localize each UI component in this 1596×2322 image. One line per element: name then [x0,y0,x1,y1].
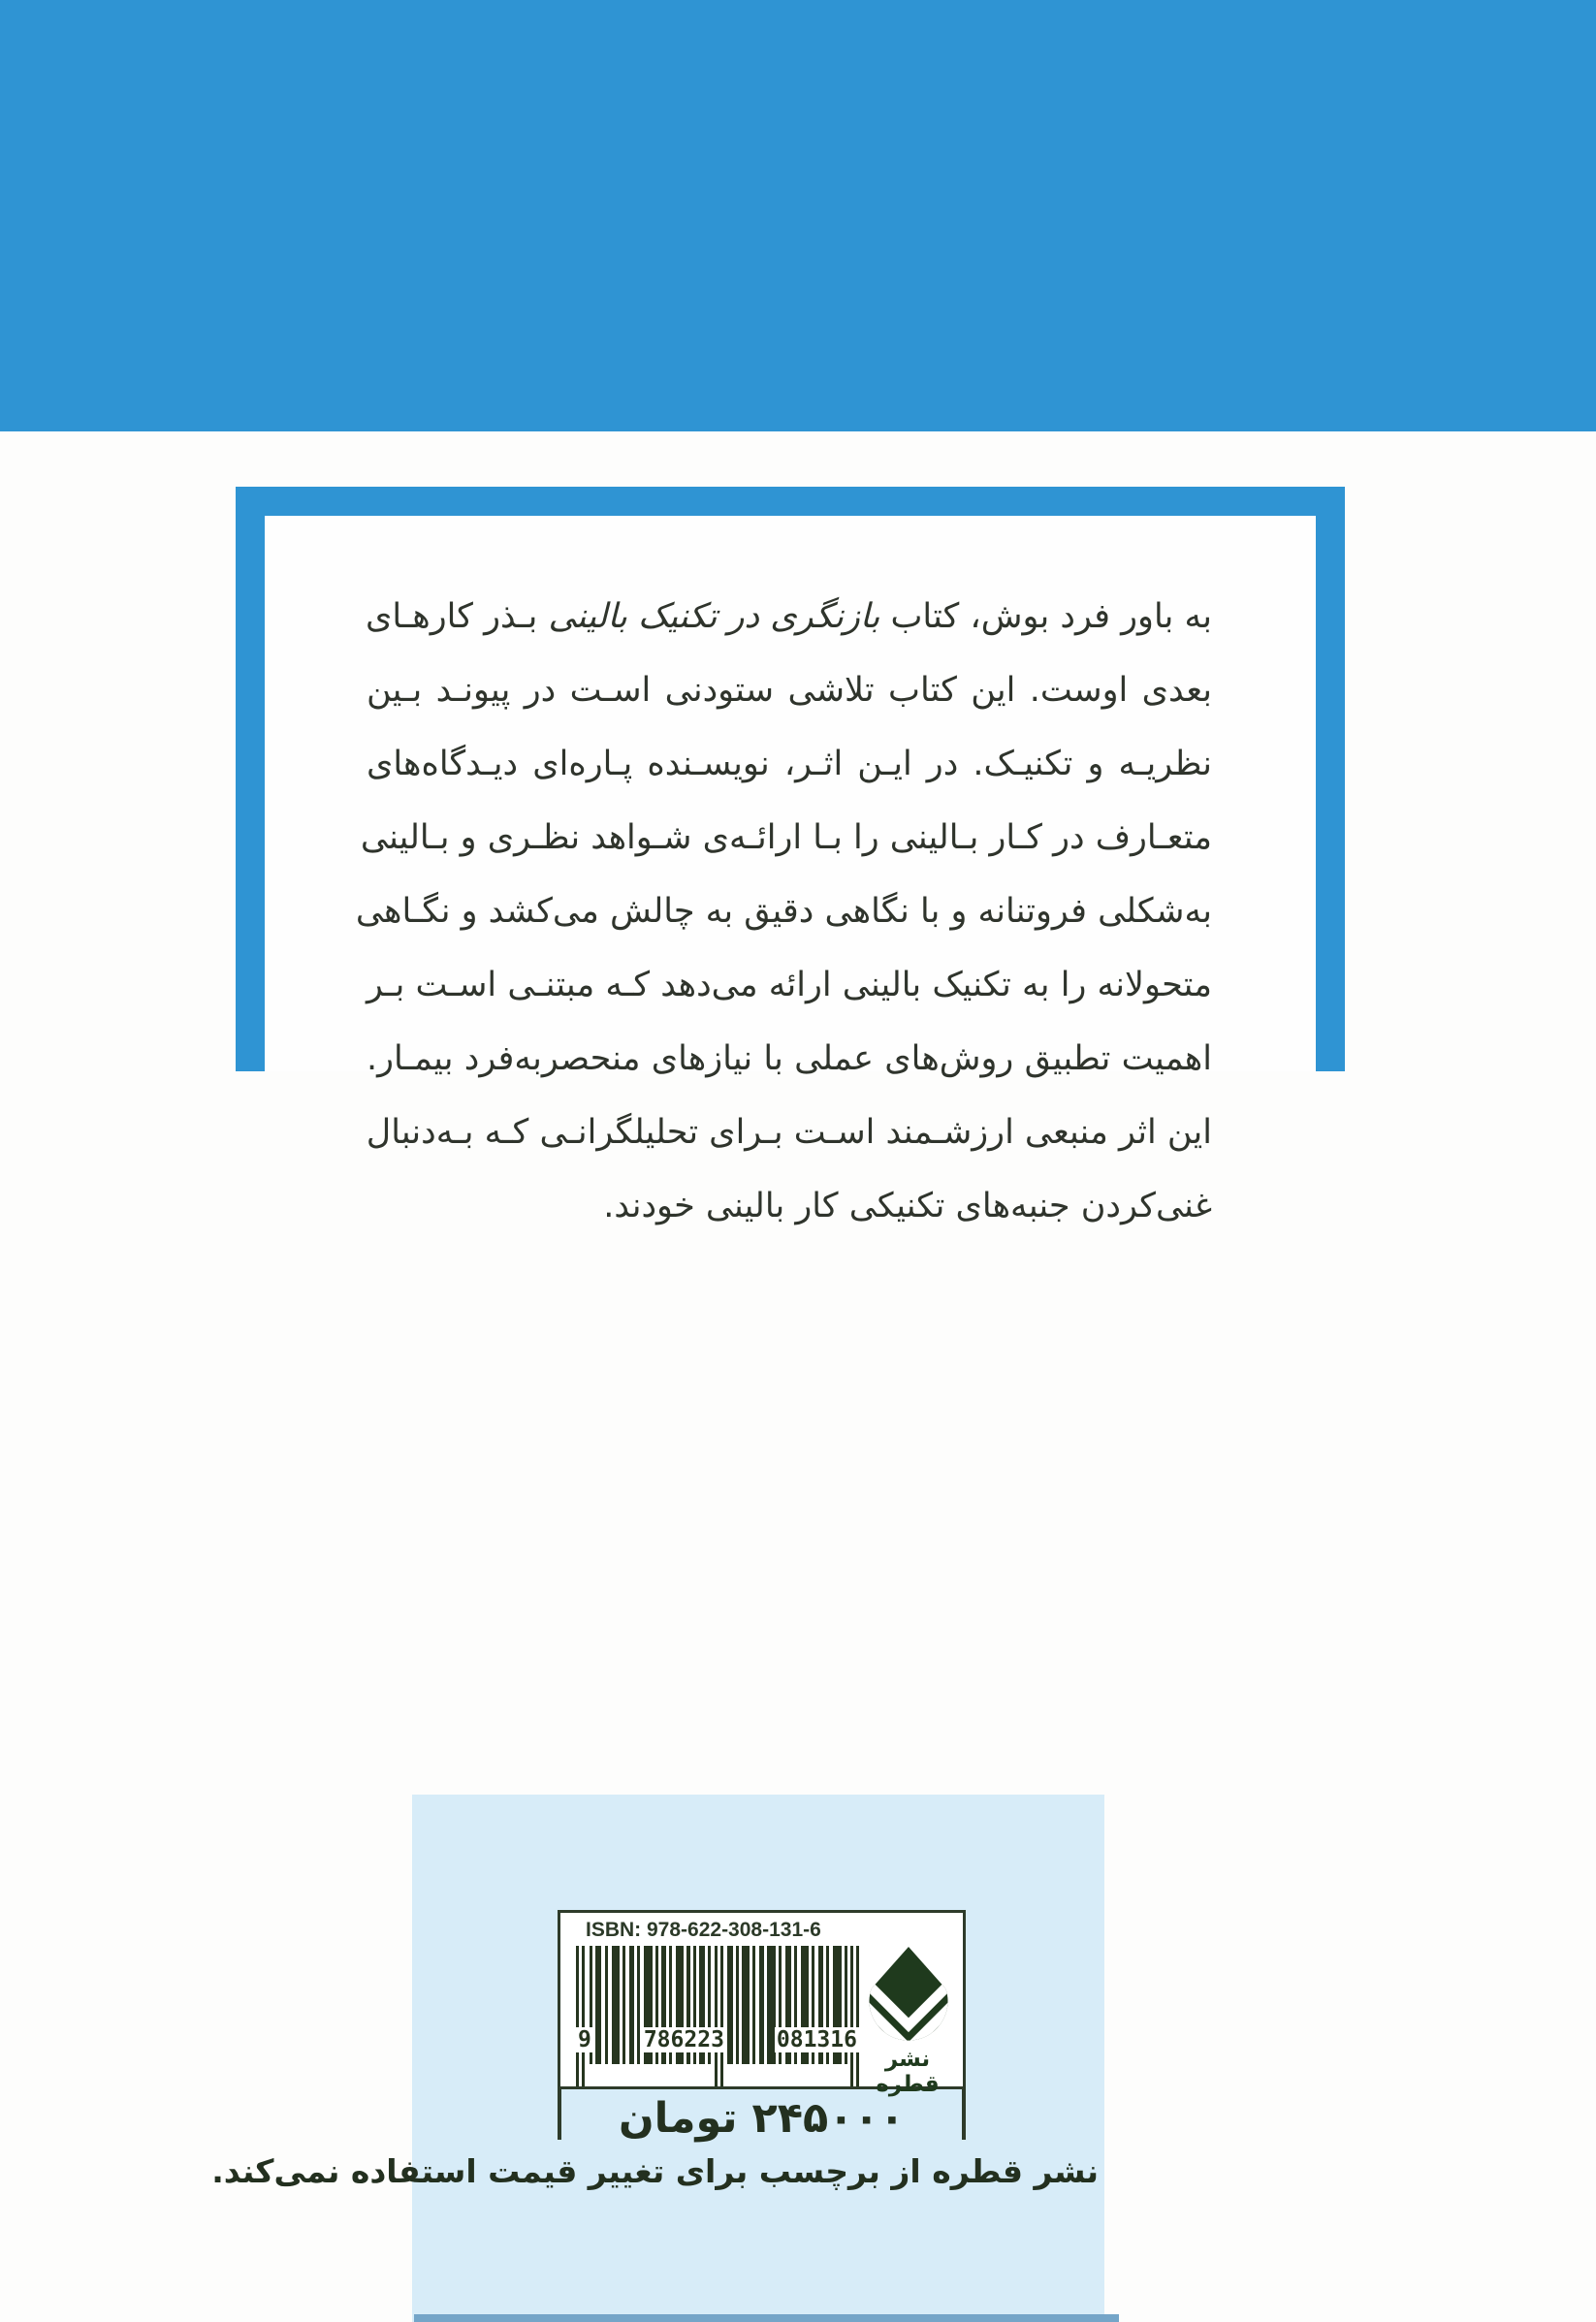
blurb-line-6: متحولانه را به تکنیک بالینی ارائه می‌دهد کـه مبتنـی اسـت بـر [367,966,1212,1004]
isbn-label: ISBN: 978-622-308-131-6 [586,1919,821,1941]
blurb-line-2: بعدی اوست. این کتاب تلاشی ستودنی اسـت در پیونـد بـین [367,671,1212,710]
bottom-edge-strip [414,2314,1119,2322]
blurb-line-7: اهمیت تطبیق روش‌های عملی با نیازهای منحصربه‌فرد بیمـار. [367,1039,1212,1078]
barcode-box [558,1910,966,2097]
blurb-line-3: نظریـه و تکنیـک. در ایـن اثـر، نویسـنده پـاره‌ای دیـدگاه‌های [367,745,1212,783]
barcode-icon [576,1946,859,2086]
blurb-line1-post: بـذر کارهـای [365,597,549,636]
barcode-digit-left: 9 [578,2027,591,2052]
blurb-line-5: به‌شکلی فروتنانه و با نگاهی دقیق به چالش می‌کشد و نگـاهی [355,892,1212,931]
book-title-italic: بازنگری در تکنیک بالینی [548,597,880,636]
blurb-line-9: غنی‌کردن جنبه‌های تکنیکی کار بالینی خودند. [603,1187,1212,1225]
price-notice: نشر قطره از برچسب برای تغییر قیمت استفاده نمی‌کند. [211,2152,1099,2190]
barcode-digits [576,2027,859,2052]
barcode-digit-group2: 081316 [776,2027,857,2052]
blurb-text [355,580,1212,1243]
price-label: ۲۴۵۰۰۰ تومان [618,2094,906,2143]
barcode-digit-group1: 786223 [643,2027,724,2052]
blue-band [0,0,1596,431]
blurb-line-8: این اثر منبعی ارزشـمند اسـت بـرای تحلیلگرانـی کـه بـه‌دنبال [366,1113,1212,1152]
blurb-line-1 [367,580,1212,653]
blurb-line-4: متعـارف در کـار بـالینی را بـا ارائـه‌ی شـواهد نظـری و بـالینی [360,818,1212,857]
publisher-name: نشر قطره [876,2047,940,2097]
blurb-line1-pre: به باور فرد بوش، کتاب [879,597,1212,636]
publisher-droplet-leaf-icon [862,1944,955,2045]
